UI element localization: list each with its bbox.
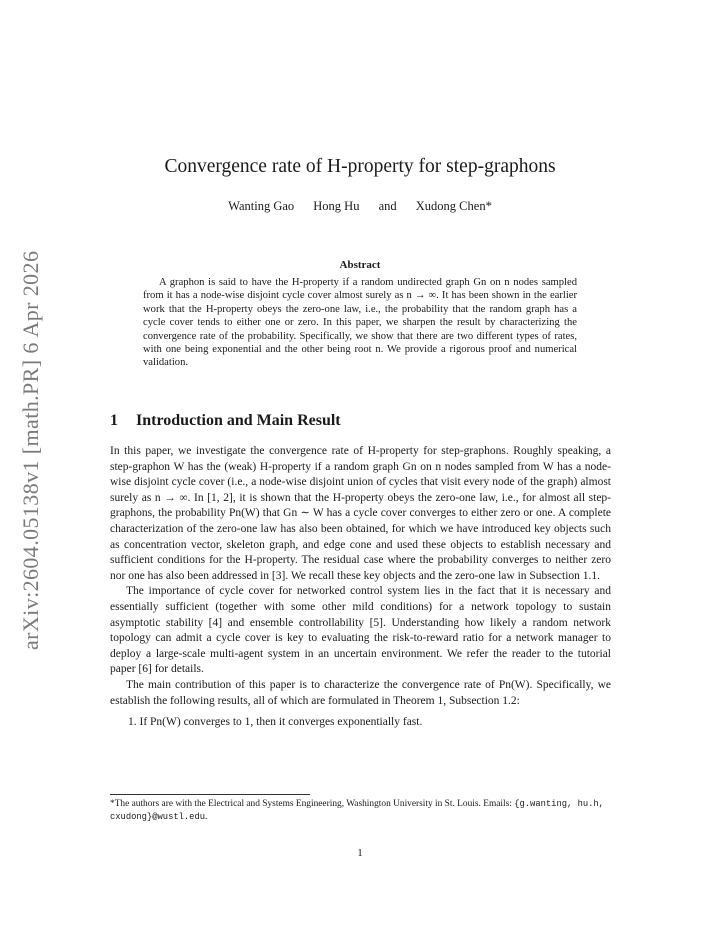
author-connector: and [378, 199, 397, 213]
section-body [110, 444, 611, 731]
footnote-rule [110, 794, 310, 795]
section-number: 1 [110, 412, 118, 429]
footnote-end: . [205, 812, 208, 822]
page-number: 1 [357, 847, 363, 859]
author-name: Wanting Gao [228, 199, 295, 213]
arxiv-stamp: arXiv:2604.05138v1 [math.PR] 6 Apr 2026 [18, 250, 43, 650]
footnote-text: *The authors are with the Electrical and Systems Engineering, Washington University in St. Louis. Emails: [110, 799, 512, 809]
author-name: Xudong Chen* [415, 199, 492, 213]
list-item: 1. If Pn(W) converges to 1, then it converges exponentially fast. [128, 716, 423, 729]
author-name: Hong Hu [313, 199, 360, 213]
paragraph: In this paper, we investigate the convergence rate of H-property for step-graphons. Roughly speaking, a step-graphon W has the (weak) H-property if a random graph Gn on n nodes sampled from W has a node-wise disjoint cycle cover (i.e., a node-wise disjoint union of cycles that visit every node of the graph) almost surely as n → ∞. In [1, 2], it is shown that the H-property obeys the zero-one law, i.e., for almost all step-graphons, the probability Pn(W) that Gn ∼ W has a cycle cover converges to either zero or one. A complete characterization of the zero-one law has also been obtained, for which we have introduced key objects such as concentration vector, skeleton graph, and edge cone and used these objects to establish necessary and sufficient conditions for the H-property. The residual case where the probability converges to neither zero nor one has also been addressed in [3]. We recall these key objects and the zero-one law in Subsection 1.1. [110, 445, 611, 582]
author-list [0, 199, 720, 214]
abstract-heading: Abstract [339, 259, 381, 271]
paper-title: Convergence rate of H-property for step-graphons [164, 156, 556, 177]
section-heading [110, 412, 341, 430]
paragraph: The main contribution of this paper is to characterize the convergence rate of Pn(W). Specifically, we establish the following results, all of which are formulated in Theorem 1, Subsection 1.2: [110, 678, 611, 707]
section-title: Introduction and Main Result [136, 412, 341, 429]
paragraph: The importance of cycle cover for networked control system lies in the fact that it is necessary and essentially sufficient (together with some other mild conditions) for a network topology to sustain asymptotic stability [4] and ensemble controllability [5]. Understanding how likely a random network topology can admit a cycle cover is key to evaluating the risk-to-reward ratio for a network manager to deploy a large-scale multi-agent system in an uncertain environment. We refer the reader to the tutorial paper [6] for details. [110, 585, 611, 676]
footnote-emails[interactable]: {g.wanting, hu.h, cxudong}@wustl.edu [110, 799, 604, 822]
footnote [110, 798, 611, 824]
abstract-text: A graphon is said to have the H-property if a random undirected graph Gn on n nodes sampled from it has a node-wise disjoint cycle cover almost surely as n → ∞. It has been shown in the earlier work that the H-property obeys the zero-one law, i.e., the probability that the random graph has a cycle cover tends to either one or zero. In this paper, we sharpen the result by characterizing the convergence rate of the probability. Specifically, we show that there are two different types of rates, with one being exponential and the other being root n. We provide a rigorous proof and numerical validation. [143, 277, 577, 369]
